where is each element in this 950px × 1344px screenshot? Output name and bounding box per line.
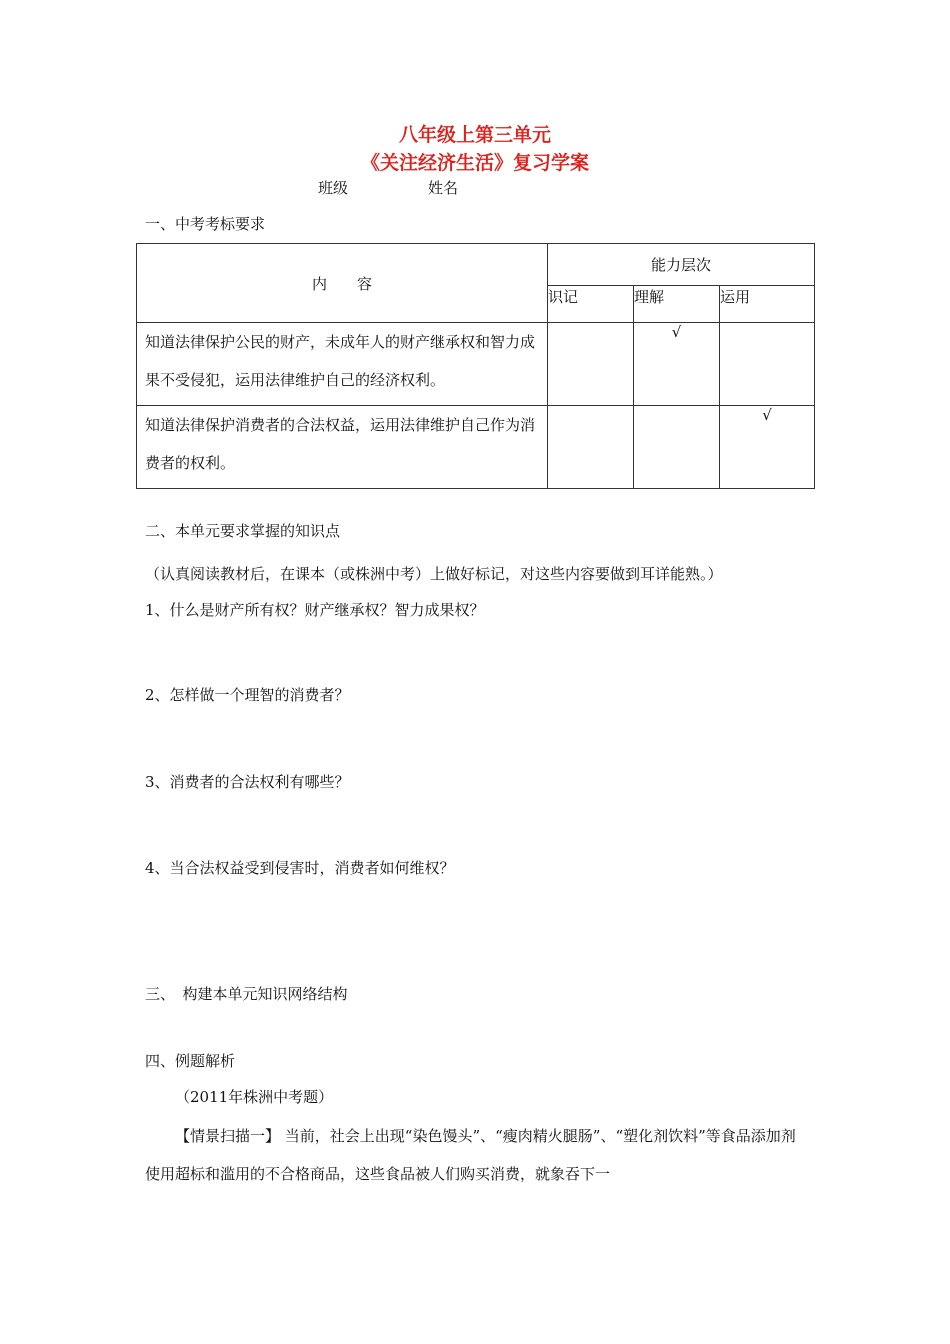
- section-2-heading: 二、本单元要求掌握的知识点: [145, 522, 341, 540]
- check-mark: [548, 323, 634, 406]
- title-line-1: 八年级上第三单元: [398, 124, 551, 146]
- requirements-table: [136, 243, 815, 489]
- section-2-note: （认真阅读教材后，在课本（或株洲中考）上做好标记，对这些内容要做到耳详能熟。）: [145, 565, 723, 583]
- check-mark: √: [634, 323, 720, 406]
- section-1-heading: 一、中考考标要求: [145, 215, 266, 233]
- table-row: [137, 323, 815, 406]
- check-mark: [548, 406, 634, 489]
- scenario-paragraph: [145, 1117, 810, 1193]
- section-3-heading: 三、 构建本单元知识网络结构: [145, 985, 348, 1003]
- name-label: 姓名: [428, 179, 459, 197]
- class-label: 班级: [318, 179, 349, 197]
- question: 3、消费者的合法权利有哪些？: [145, 773, 350, 791]
- level-header: 识记: [548, 286, 634, 323]
- exam-source: （2011年株洲中考题）: [175, 1088, 334, 1106]
- content-header: 内 容: [137, 244, 548, 323]
- question: 1、什么是财产所有权？财产继承权？智力成果权？: [145, 601, 485, 619]
- check-mark: √: [720, 406, 815, 489]
- check-mark: [720, 323, 815, 406]
- check-mark: [634, 406, 720, 489]
- ability-header: 能力层次: [548, 244, 815, 286]
- title-line-2: 《关注经济生活》复习学案: [360, 152, 589, 174]
- scenario-label: 【情景扫描一】: [175, 1127, 281, 1145]
- level-header: 理解: [634, 286, 720, 323]
- requirement-text: 知道法律保护消费者的合法权益，运用法律维护自己作为消费者的权利。: [145, 416, 536, 472]
- table-row: [137, 406, 815, 489]
- question: 2、怎样做一个理智的消费者？: [145, 686, 350, 704]
- requirement-text: 知道法律保护公民的财产，未成年人的财产继承权和智力成果不受侵犯，运用法律维护自己的经济权利。: [145, 333, 536, 389]
- level-header: 运用: [720, 286, 815, 323]
- section-4-heading: 四、例题解析: [145, 1052, 236, 1070]
- scenario-text: 当前，社会上出现“染色馒头”、“瘦肉精火腿肠”、“塑化剂饮料”等食品添加剂使用超标和滥用的不合格商品，这些食品被人们购买消费，就象吞下一: [145, 1127, 796, 1183]
- question: 4、当合法权益受到侵害时，消费者如何维权？: [145, 859, 455, 877]
